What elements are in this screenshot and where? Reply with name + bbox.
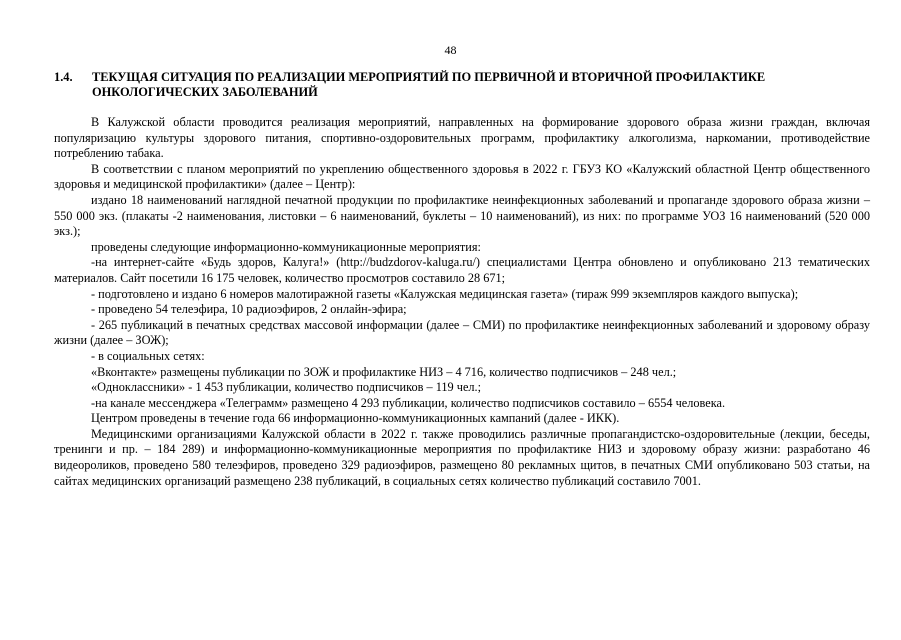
paragraph-plan: В соответствии с планом мероприятий по укреплению общественного здоровья в 2022 г. ГБУЗ КО «Калужский областной Центр общественного здоровья и медицинской профилактики» (далее – Центр): [54, 161, 870, 192]
paragraph-activities-intro: проведены следующие информационно-коммуникационные мероприятия: [91, 239, 481, 254]
paragraph-medical-organizations: Медицинскими организациями Калужской области в 2022 г. также проводились различные пропагандистско-оздоровительные (лекции, беседы, тренинги и пр. – 184 289) и информационно-коммуникационные мероприятия по профилактике НИЗ и здоровому образу жизни: разработано 46 видеороликов, проведено 580 телеэфиров, проведено 329 радиоэфиров, размещено 80 рекламных щитов, в печатных СМИ опубликовано 503 статьи, на сайтах медицинских организаций размещено 238 публикаций, в социальных сетях количество публикаций составило 7001. [54, 426, 870, 488]
section-title: ТЕКУЩАЯ СИТУАЦИЯ ПО РЕАЛИЗАЦИИ МЕРОПРИЯТИЙ ПО ПЕРВИЧНОЙ И ВТОРИЧНОЙ ПРОФИЛАКТИКЕ ОНКОЛОГИЧЕСКИХ ЗАБОЛЕВАНИЙ [92, 70, 766, 99]
paragraph-website: -на интернет-сайте «Будь здоров, Калуга!» (http://budzdorov-kaluga.ru/) специалистами Центра обновлено и опубликовано 213 тематических материалов. Сайт посетили 16 175 человек, количество просмотров составило 28 671; [54, 255, 870, 285]
document-body [54, 115, 870, 489]
paragraph-publications: - 265 публикаций в печатных средствах массовой информации (далее – СМИ) по профилактике неинфекционных заболеваний и здоровому образу жизни (далее – ЗОЖ); [54, 317, 870, 348]
paragraph-newspaper: - подготовлено и издано 6 номеров малотиражной газеты «Калужская медицинская газета» (тираж 999 экземпляров каждого выпуска); [91, 286, 799, 301]
paragraph-printed-products: издано 18 наименований наглядной печатной продукции по профилактике неинфекционных заболеваний и пропаганде здорового образа жизни – 550 000 экз. (плакаты -2 наименования, листовки – 6 наименований, буклеты – 10 наименований), из них: по программе УОЗ 16 наименований (520 000 экз.); [54, 192, 870, 239]
section-heading [54, 70, 870, 100]
paragraph-broadcasts: - проведено 54 телеэфира, 10 радиоэфиров, 2 онлайн-эфира; [91, 302, 407, 317]
paragraph-telegram: -на канале мессенджера «Телеграмм» размещено 4 293 публикации, количество подписчиков составило – 6554 человека. [91, 395, 726, 410]
paragraph-campaigns: Центром проведены в течение года 66 информационно-коммуникационных кампаний (далее - ИКК). [91, 411, 620, 426]
paragraph-odnoklassniki: «Одноклассники» - 1 453 публикации, количество подписчиков – 119 чел.; [91, 380, 482, 395]
page-number: 48 [444, 43, 457, 57]
paragraph-intro: В Калужской области проводится реализация мероприятий, направленных на формирование здорового образа жизни граждан, включая популяризацию культуры здорового питания, спортивно-оздоровительных программ, профилактику алкоголизма, наркомании, противодействие потреблению табака. [54, 115, 870, 161]
section-number: 1.4. [54, 70, 73, 84]
paragraph-vkontakte: «Вконтакте» размещены публикации по ЗОЖ и профилактике НИЗ – 4 716, количество подписчиков – 248 чел.; [91, 364, 677, 379]
paragraph-social-networks: - в социальных сетях: [91, 348, 205, 363]
